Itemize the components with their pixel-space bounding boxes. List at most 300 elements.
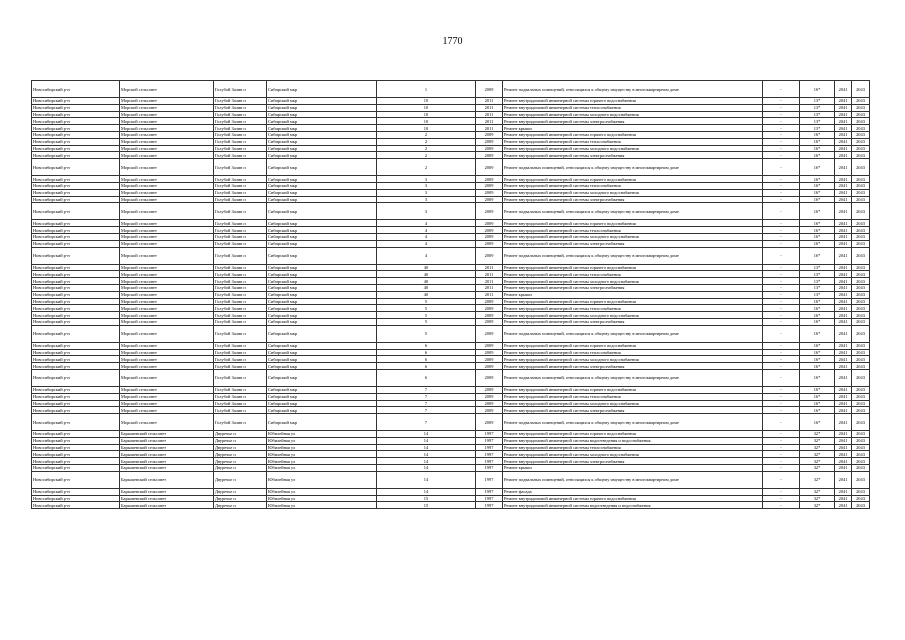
cell-street-type: Голубой Залив п [214,152,267,159]
cell-start: 2041 [835,444,852,451]
cell-house: 10 [377,104,476,111]
cell-start: 2041 [835,81,852,98]
cell-built: 2009 [476,227,503,234]
cell-street-type: Голубой Залив п [214,227,267,234]
cell-percent: 16* [800,318,835,325]
cell-percent: 32* [800,502,835,509]
table-row [32,264,870,271]
cell-settlement: Морской сельсовет [120,284,214,291]
cell-street-type: Голубой Залив п [214,220,267,227]
cell-street-type: Голубой Залив п [214,131,267,138]
cell-street: Сибирский мкр [267,240,377,247]
cell-district: Новосибирский р-н [32,349,120,356]
table-row [32,131,870,138]
cell-end: 2043 [852,111,870,118]
cell-blank: - [763,182,800,189]
cell-percent: 13* [800,111,835,118]
cell-built: 2009 [476,407,503,414]
cell-house: 4 [377,227,476,234]
cell-start: 2041 [835,386,852,393]
cell-blank: - [763,431,800,438]
cell-street-type: Голубой Залив п [214,407,267,414]
cell-built: 2011 [476,264,503,271]
cell-district: Новосибирский р-н [32,284,120,291]
cell-settlement: Морской сельсовет [120,196,214,203]
cell-end: 2043 [852,369,870,386]
cell-street: Сибирский мкр [267,291,377,298]
cell-street: Сибирский мкр [267,233,377,240]
cell-built: 2011 [476,111,503,118]
cell-district: Новосибирский р-н [32,278,120,285]
cell-blank: - [763,240,800,247]
cell-district: Новосибирский р-н [32,145,120,152]
cell-percent: 16* [800,176,835,183]
cell-settlement: Барышевский сельсовет [120,451,214,458]
cell-work: Ремонт внутридомовой инженерной системы электроснабжения [503,240,763,247]
cell-work: Ремонт внутридомовой инженерной системы горячего водоснабжения [503,220,763,227]
cell-end: 2043 [852,444,870,451]
cell-house: 2 [377,138,476,145]
cell-street-type: Голубой Залив п [214,325,267,342]
cell-percent: 16* [800,145,835,152]
table-row [32,81,870,98]
cell-district: Новосибирский р-н [32,271,120,278]
table-row [32,318,870,325]
cell-blank: - [763,363,800,370]
table-row [32,247,870,264]
cell-work: Ремонт внутридомовой инженерной системы электроснабжения [503,284,763,291]
table-row [32,176,870,183]
cell-district: Новосибирский р-н [32,363,120,370]
cell-start: 2041 [835,458,852,465]
cell-blank: - [763,247,800,264]
cell-blank: - [763,152,800,159]
cell-blank: - [763,305,800,312]
cell-start: 2041 [835,312,852,319]
cell-district: Новосибирский р-н [32,386,120,393]
cell-percent: 13* [800,125,835,132]
cell-start: 2041 [835,111,852,118]
cell-blank: - [763,203,800,220]
cell-street-type: Голубой Залив п [214,182,267,189]
cell-settlement: Морской сельсовет [120,407,214,414]
cell-start: 2041 [835,131,852,138]
cell-percent: 16* [800,189,835,196]
cell-blank: - [763,298,800,305]
cell-settlement: Морской сельсовет [120,400,214,407]
cell-street-type: Двуречье п [214,495,267,502]
cell-house: 2 [377,152,476,159]
cell-street-type: Голубой Залив п [214,386,267,393]
cell-district: Новосибирский р-н [32,465,120,472]
cell-percent: 32* [800,437,835,444]
cell-start: 2041 [835,342,852,349]
cell-house: 5 [377,305,476,312]
cell-house: 14 [377,451,476,458]
cell-street-type: Голубой Залив п [214,271,267,278]
cell-street: Сибирский мкр [267,81,377,98]
cell-percent: 16* [800,203,835,220]
cell-street: Сибирский мкр [267,325,377,342]
cell-work: Ремонт крыши [503,291,763,298]
cell-work: Ремонт внутридомовой инженерной системы холодного водоснабжения [503,312,763,319]
cell-house: 6 [377,363,476,370]
cell-street-type: Голубой Залив п [214,240,267,247]
cell-work: Ремонт внутридомовой инженерной системы горячего водоснабжения [503,176,763,183]
cell-house: 4 [377,247,476,264]
cell-district: Новосибирский р-н [32,189,120,196]
table-row [32,407,870,414]
cell-street-type: Двуречье п [214,502,267,509]
cell-settlement: Морской сельсовет [120,342,214,349]
cell-street-type: Голубой Залив п [214,342,267,349]
cell-end: 2043 [852,104,870,111]
table-body [32,81,870,509]
cell-built: 2009 [476,349,503,356]
cell-work: Ремонт внутридомовой инженерной системы горячего водоснабжения [503,264,763,271]
table-row [32,159,870,176]
cell-percent: 16* [800,247,835,264]
cell-street-type: Голубой Залив п [214,81,267,98]
cell-district: Новосибирский р-н [32,118,120,125]
cell-street: Сибирский мкр [267,271,377,278]
table-row [32,189,870,196]
cell-percent: 16* [800,363,835,370]
cell-work: Ремонт внутридомовой инженерной системы теплоснабжения [503,305,763,312]
cell-percent: 32* [800,471,835,488]
cell-start: 2041 [835,298,852,305]
table-row [32,227,870,234]
cell-end: 2043 [852,98,870,105]
cell-built: 2009 [476,386,503,393]
cell-street: Сибирский мкр [267,125,377,132]
cell-percent: 16* [800,400,835,407]
cell-house: 40 [377,271,476,278]
cell-start: 2041 [835,465,852,472]
cell-work: Ремонт внутридомовой инженерной системы холодного водоснабжения [503,356,763,363]
cell-built: 1997 [476,437,503,444]
cell-street-type: Голубой Залив п [214,176,267,183]
cell-street: Сибирский мкр [267,298,377,305]
cell-street-type: Голубой Залив п [214,196,267,203]
table-row [32,240,870,247]
table-row [32,312,870,319]
cell-street: Сибирский мкр [267,189,377,196]
cell-district: Новосибирский р-н [32,138,120,145]
table-row [32,400,870,407]
cell-end: 2043 [852,363,870,370]
cell-district: Новосибирский р-н [32,458,120,465]
cell-start: 2041 [835,189,852,196]
cell-house: 15 [377,502,476,509]
cell-street: Юбилейная ул [267,437,377,444]
cell-work: Ремонт внутридомовой инженерной системы электроснабжения [503,196,763,203]
cell-end: 2043 [852,131,870,138]
cell-work: Ремонт внутридомовой инженерной системы холодного водоснабжения [503,145,763,152]
cell-street: Сибирский мкр [267,356,377,363]
cell-built: 2009 [476,414,503,431]
cell-settlement: Морской сельсовет [120,98,214,105]
table-row [32,444,870,451]
cell-end: 2043 [852,159,870,176]
cell-start: 2041 [835,291,852,298]
cell-blank: - [763,495,800,502]
cell-blank: - [763,502,800,509]
cell-street: Сибирский мкр [267,393,377,400]
table-row [32,111,870,118]
cell-work: Ремонт подвальных помещений, относящихся к общему имуществу в многоквартирном доме [503,471,763,488]
table-row [32,125,870,132]
cell-start: 2041 [835,271,852,278]
cell-built: 2011 [476,271,503,278]
cell-settlement: Морской сельсовет [120,305,214,312]
cell-house: 4 [377,233,476,240]
cell-blank: - [763,284,800,291]
cell-district: Новосибирский р-н [32,81,120,98]
cell-start: 2041 [835,176,852,183]
cell-street: Юбилейная ул [267,451,377,458]
cell-end: 2043 [852,227,870,234]
cell-end: 2043 [852,152,870,159]
cell-start: 2041 [835,393,852,400]
cell-settlement: Барышевский сельсовет [120,444,214,451]
cell-end: 2043 [852,400,870,407]
cell-district: Новосибирский р-н [32,495,120,502]
cell-percent: 13* [800,264,835,271]
cell-end: 2043 [852,138,870,145]
cell-street: Сибирский мкр [267,312,377,319]
cell-street-type: Голубой Залив п [214,291,267,298]
table-row [32,465,870,472]
cell-end: 2043 [852,220,870,227]
cell-start: 2041 [835,233,852,240]
cell-house: 6 [377,356,476,363]
cell-work: Ремонт внутридомовой инженерной системы электроснабжения [503,318,763,325]
cell-house: 7 [377,393,476,400]
cell-start: 2041 [835,349,852,356]
cell-district: Новосибирский р-н [32,369,120,386]
cell-house: 10 [377,111,476,118]
cell-settlement: Морской сельсовет [120,189,214,196]
cell-house: 3 [377,203,476,220]
cell-end: 2043 [852,318,870,325]
table-row [32,291,870,298]
cell-end: 2043 [852,298,870,305]
cell-district: Новосибирский р-н [32,471,120,488]
cell-settlement: Морской сельсовет [120,312,214,319]
cell-work: Ремонт фасада [503,488,763,495]
cell-start: 2041 [835,145,852,152]
cell-end: 2043 [852,393,870,400]
cell-end: 2043 [852,356,870,363]
cell-percent: 16* [800,81,835,98]
cell-percent: 16* [800,342,835,349]
cell-end: 2043 [852,81,870,98]
cell-settlement: Морской сельсовет [120,278,214,285]
cell-work: Ремонт внутридомовой инженерной системы электроснабжения [503,407,763,414]
cell-end: 2043 [852,325,870,342]
cell-blank: - [763,318,800,325]
cell-settlement: Морской сельсовет [120,111,214,118]
cell-district: Новосибирский р-н [32,451,120,458]
cell-blank: - [763,159,800,176]
cell-street: Сибирский мкр [267,104,377,111]
cell-street-type: Двуречье п [214,431,267,438]
cell-blank: - [763,278,800,285]
cell-end: 2043 [852,247,870,264]
cell-percent: 16* [800,407,835,414]
cell-street: Сибирский мкр [267,220,377,227]
cell-street-type: Голубой Залив п [214,159,267,176]
cell-settlement: Морской сельсовет [120,264,214,271]
cell-house: 7 [377,414,476,431]
cell-blank: - [763,118,800,125]
cell-district: Новосибирский р-н [32,159,120,176]
cell-street: Сибирский мкр [267,138,377,145]
cell-built: 2009 [476,138,503,145]
table-row [32,182,870,189]
cell-work: Ремонт внутридомовой инженерной системы теплоснабжения [503,349,763,356]
cell-percent: 32* [800,495,835,502]
cell-built: 1997 [476,502,503,509]
cell-percent: 16* [800,196,835,203]
cell-street-type: Голубой Залив п [214,305,267,312]
cell-settlement: Морской сельсовет [120,414,214,431]
cell-blank: - [763,488,800,495]
cell-built: 2011 [476,278,503,285]
cell-street-type: Голубой Залив п [214,298,267,305]
cell-percent: 16* [800,356,835,363]
cell-work: Ремонт внутридомовой инженерной системы холодного водоснабжения [503,451,763,458]
cell-built: 2009 [476,342,503,349]
cell-built: 2009 [476,305,503,312]
cell-street-type: Голубой Залив п [214,349,267,356]
cell-start: 2041 [835,138,852,145]
table-row [32,471,870,488]
cell-street-type: Двуречье п [214,488,267,495]
cell-house: 14 [377,465,476,472]
cell-work: Ремонт внутридомовой инженерной системы теплоснабжения [503,138,763,145]
cell-blank: - [763,400,800,407]
cell-settlement: Морской сельсовет [120,138,214,145]
table-row [32,104,870,111]
cell-blank: - [763,465,800,472]
cell-district: Новосибирский р-н [32,356,120,363]
cell-settlement: Барышевский сельсовет [120,465,214,472]
cell-percent: 16* [800,349,835,356]
cell-work: Ремонт внутридомовой инженерной системы водоотведения и водоснабжения [503,502,763,509]
cell-start: 2041 [835,284,852,291]
cell-end: 2043 [852,125,870,132]
cell-settlement: Морской сельсовет [120,203,214,220]
table-row [32,305,870,312]
cell-end: 2043 [852,407,870,414]
cell-end: 2043 [852,431,870,438]
cell-work: Ремонт внутридомовой инженерной системы теплоснабжения [503,444,763,451]
cell-end: 2043 [852,189,870,196]
table-row [32,196,870,203]
cell-end: 2043 [852,312,870,319]
cell-settlement: Морской сельсовет [120,233,214,240]
cell-street: Сибирский мкр [267,227,377,234]
page-number: 1770 [442,36,463,47]
cell-street: Юбилейная ул [267,502,377,509]
cell-settlement: Морской сельсовет [120,131,214,138]
table-row [32,271,870,278]
cell-blank: - [763,386,800,393]
cell-street: Сибирский мкр [267,131,377,138]
cell-street: Сибирский мкр [267,176,377,183]
cell-street-type: Голубой Залив п [214,318,267,325]
cell-blank: - [763,437,800,444]
cell-work: Ремонт подвальных помещений, относящихся к общему имуществу в многоквартирном доме [503,369,763,386]
cell-street: Юбилейная ул [267,431,377,438]
table-row [32,356,870,363]
cell-house: 3 [377,182,476,189]
cell-house: 10 [377,98,476,105]
cell-district: Новосибирский р-н [32,227,120,234]
cell-built: 2009 [476,312,503,319]
cell-percent: 16* [800,182,835,189]
cell-settlement: Морской сельсовет [120,271,214,278]
cell-district: Новосибирский р-н [32,111,120,118]
cell-work: Ремонт внутридомовой инженерной системы горячего водоснабжения [503,495,763,502]
cell-work: Ремонт крыши [503,465,763,472]
cell-blank: - [763,451,800,458]
cell-start: 2041 [835,356,852,363]
cell-built: 2009 [476,298,503,305]
cell-percent: 13* [800,118,835,125]
cell-district: Новосибирский р-н [32,240,120,247]
cell-percent: 32* [800,451,835,458]
cell-built: 2009 [476,189,503,196]
cell-district: Новосибирский р-н [32,400,120,407]
cell-blank: - [763,98,800,105]
cell-start: 2041 [835,264,852,271]
cell-end: 2043 [852,414,870,431]
cell-district: Новосибирский р-н [32,437,120,444]
table-row [32,414,870,431]
cell-street: Юбилейная ул [267,465,377,472]
cell-percent: 16* [800,233,835,240]
cell-built: 1997 [476,488,503,495]
cell-end: 2043 [852,264,870,271]
cell-blank: - [763,369,800,386]
cell-street: Сибирский мкр [267,98,377,105]
cell-district: Новосибирский р-н [32,342,120,349]
cell-start: 2041 [835,227,852,234]
cell-settlement: Барышевский сельсовет [120,502,214,509]
cell-work: Ремонт внутридомовой инженерной системы холодного водоснабжения [503,189,763,196]
cell-district: Новосибирский р-н [32,407,120,414]
cell-street-type: Голубой Залив п [214,111,267,118]
table-row [32,152,870,159]
cell-house: 2 [377,131,476,138]
cell-start: 2041 [835,104,852,111]
cell-settlement: Морской сельсовет [120,159,214,176]
cell-start: 2041 [835,437,852,444]
cell-built: 1997 [476,444,503,451]
cell-district: Новосибирский р-н [32,233,120,240]
cell-street-type: Голубой Залив п [214,356,267,363]
cell-street-type: Голубой Залив п [214,414,267,431]
cell-built: 1997 [476,465,503,472]
cell-end: 2043 [852,465,870,472]
cell-percent: 16* [800,152,835,159]
cell-house: 6 [377,342,476,349]
cell-house: 4 [377,220,476,227]
cell-settlement: Морской сельсовет [120,318,214,325]
